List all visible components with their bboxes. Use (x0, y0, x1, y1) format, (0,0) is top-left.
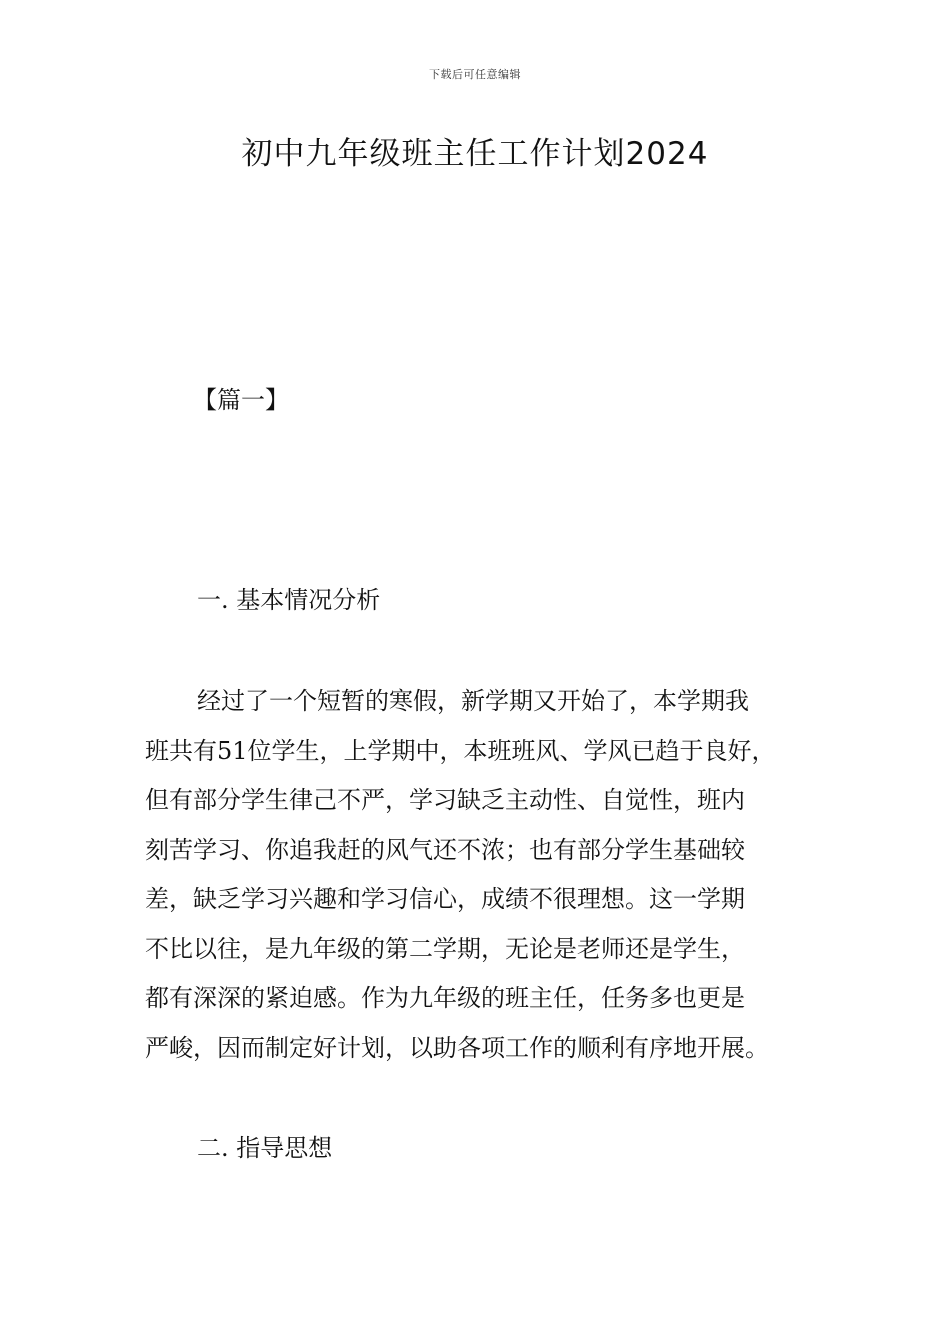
paragraph-line: 都有深深的紧迫感。作为九年级的班主任，任务多也更是 (145, 984, 745, 1012)
header-note: 下载后可任意编辑 (429, 68, 521, 81)
section-heading-guiding-ideology: 二. 指导思想 (197, 1134, 333, 1162)
paragraph-line: 经过了一个短暂的寒假，新学期又开始了，本学期我 (197, 687, 749, 715)
paragraph-line: 严峻，因而制定好计划，以助各项工作的顺利有序地开展。 (145, 1033, 769, 1062)
section-marker: 【篇一】 (193, 386, 289, 414)
paragraph-line: 但有部分学生律己不严，学习缺乏主动性、自觉性，班内 (145, 786, 745, 814)
document-title: 初中九年级班主任工作计划2024 (241, 136, 709, 172)
paragraph-line: 班共有51位学生，上学期中，本班班风、学风已趋于良好， (145, 736, 776, 765)
paragraph-line: 刻苦学习、你追我赶的风气还不浓；也有部分学生基础较 (145, 835, 745, 864)
paragraph-basic-analysis (145, 677, 835, 1073)
section-heading-basic-analysis: 一. 基本情况分析 (197, 586, 381, 614)
paragraph-line: 不比以往，是九年级的第二学期，无论是老师还是学生， (145, 934, 745, 963)
paragraph-line: 差，缺乏学习兴趣和学习信心，成绩不很理想。这一学期 (145, 885, 745, 913)
